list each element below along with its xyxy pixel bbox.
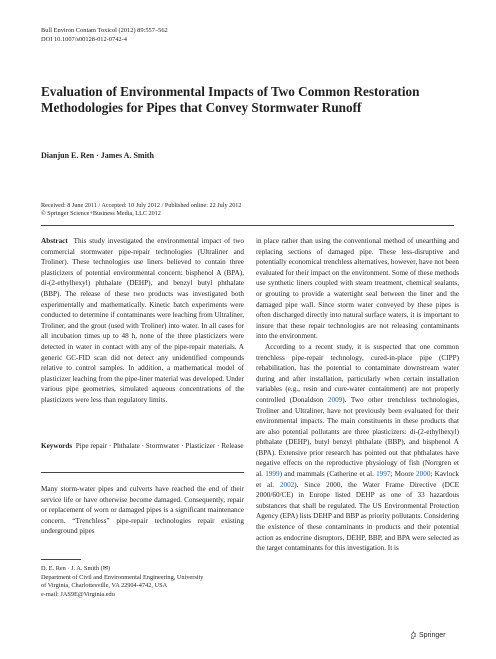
citation-link[interactable]: 2002 <box>279 480 295 489</box>
abstract-divider <box>41 472 244 473</box>
paragraph-1: in place rather than using the conventional method of unearthing and replacing sections of damaged pipe. These less-disruptive and potentially economical trenchless alternatives, however, have not been evaluated for their impact on the environment. Some of these methods use synthetic liners coupled with steam treatment, chemical sealants, or grouting to provide a watertight seal between the liner and the damaged pipe wall. Since storm water conveyed by these pipes is often discharged directly into natural surface waters, it is important to insure that these repair technologies are not releasing contaminants into the environment. <box>256 237 459 341</box>
keywords <box>41 441 244 452</box>
abstract-label: Abstract <box>41 237 68 245</box>
springer-horse-icon <box>410 631 417 639</box>
citation-link[interactable]: 1999 <box>265 470 280 479</box>
abstract-text: This study investigated the environmental impact of two commercial stormwater pipe-repair technologies (Ultraliner and Troliner). These technologies use liners believed to contain three plasticizers of potential environmental concern: bisphenol A (BPA), di-(2-ethylhexyl) phthalate (DEHP), and benzyl butyl phthalate (BBP). The release of these two products was investigated both experimentally and mathematically. Kinetic batch experiments were conducted to determine if contaminants were leaching from Ultraliner, Troliner, and the grout (used with Troliner) into water. In all cases for all incubation times up to 48 h, none of the three plasticizers were detected in water in contact with any of the pipe-repair materials. A generic GC-FID scan did not detect any unidentified compounds relative to control samples. In addition, a mathematical model of plasticizer leaching from the pipe-liner material was developed. Under various pipe geometries, simulated aqueous concentrations of the plasticizers were less than regulatory limits. <box>41 237 244 404</box>
affiliation-email[interactable]: e-mail: JAS9E@Virginia.edu <box>41 590 115 598</box>
history-dates: Received: 8 June 2011 / Accepted: 10 July 2012 / Published online: 22 July 2012 <box>41 202 242 209</box>
publisher-name: Springer <box>419 631 446 639</box>
affiliation-names: D. E. Ren · J. A. Smith (✉) <box>41 565 111 572</box>
doi: DOI 10.1007/s00128-012-0742-4 <box>41 35 127 43</box>
paragraph-2: According to a recent study, it is suspected that one common trenchless pipe-repair technology, cured-in-place pipe (CIPP) rehabilitation, has the potential to contaminate downstream water during and after installation, particularly when certain installation variables (e.g., resin and cure-water containment) are not properly controlled (Donaldson 2009). Two other trenchless technologies, Troliner and Ultraliner, have not previously been evaluated for their environmental impacts. The main constituents in these products that are also potential pollutants are three plasticizers: di-(2-ethylhexyl) phthalate (DEHP), butyl benzyl phthalate (BBP), and bisphenol A (BPA). Extensive prior research has pointed out that phthalates have negative effects on the reproductive physiology of fish (Norrgren et al. 1999) and mammals (Catherine et al. 1997; Moore 2000; Kavlock et al. 2002). Since 2000, the Water Frame Directive (DCE 2000/60/CE) in Europe listed DEHP as one of 33 hazardous substances that shall be regulated. The US Environmental Protection Agency (EPA) lists DEHP and BBP as priority pollutants. Considering the existence of these contaminants in products and their potential action as endocrine disruptors, DEHP, BBP, and BPA were selected as the target contaminants for this investigation. It is <box>256 342 459 553</box>
copyright: © Springer Science+Business Media, LLC 2012 <box>41 210 161 218</box>
authors: Dianjun E. Ren · James A. Smith <box>41 151 154 160</box>
publication-dates <box>41 202 242 219</box>
journal-citation: Bull Environ Contam Toxicol (2012) 89:557–562 <box>41 27 168 34</box>
affiliation-address: of Virginia, Charlottesville, VA 22904-4742, USA <box>41 582 168 589</box>
abstract <box>41 236 244 406</box>
citation-link[interactable]: 1997 <box>376 470 391 479</box>
citation-link[interactable]: 2009 <box>327 395 343 404</box>
article-title: Evaluation of Environmental Impacts of Two Common Restoration Methodologies for Pipes that Convey Stormwater Runoff <box>41 84 420 116</box>
affiliation-department: Department of Civil and Environmental Engineering, University <box>41 573 204 581</box>
journal-header <box>41 27 168 44</box>
publisher-logo <box>410 631 445 639</box>
keywords-label: Keywords <box>41 442 73 450</box>
footnote-divider <box>41 559 81 560</box>
citation-link[interactable]: 2000 <box>416 470 431 479</box>
introduction-text: Many storm-water pipes and culverts have reached the end of their service life or have otherwise become damaged. Consequently, repair or replacement of worn or damaged pipes is a significant maintenance concern. “Trenchless” pipe-repair technologies repair existing underground pipes <box>41 485 244 536</box>
affiliation <box>41 565 251 599</box>
keywords-text: Pipe repair · Phthalate · Stormwater · Plasticizer · Release <box>75 442 244 450</box>
right-column <box>256 236 459 554</box>
header-divider <box>41 225 454 226</box>
